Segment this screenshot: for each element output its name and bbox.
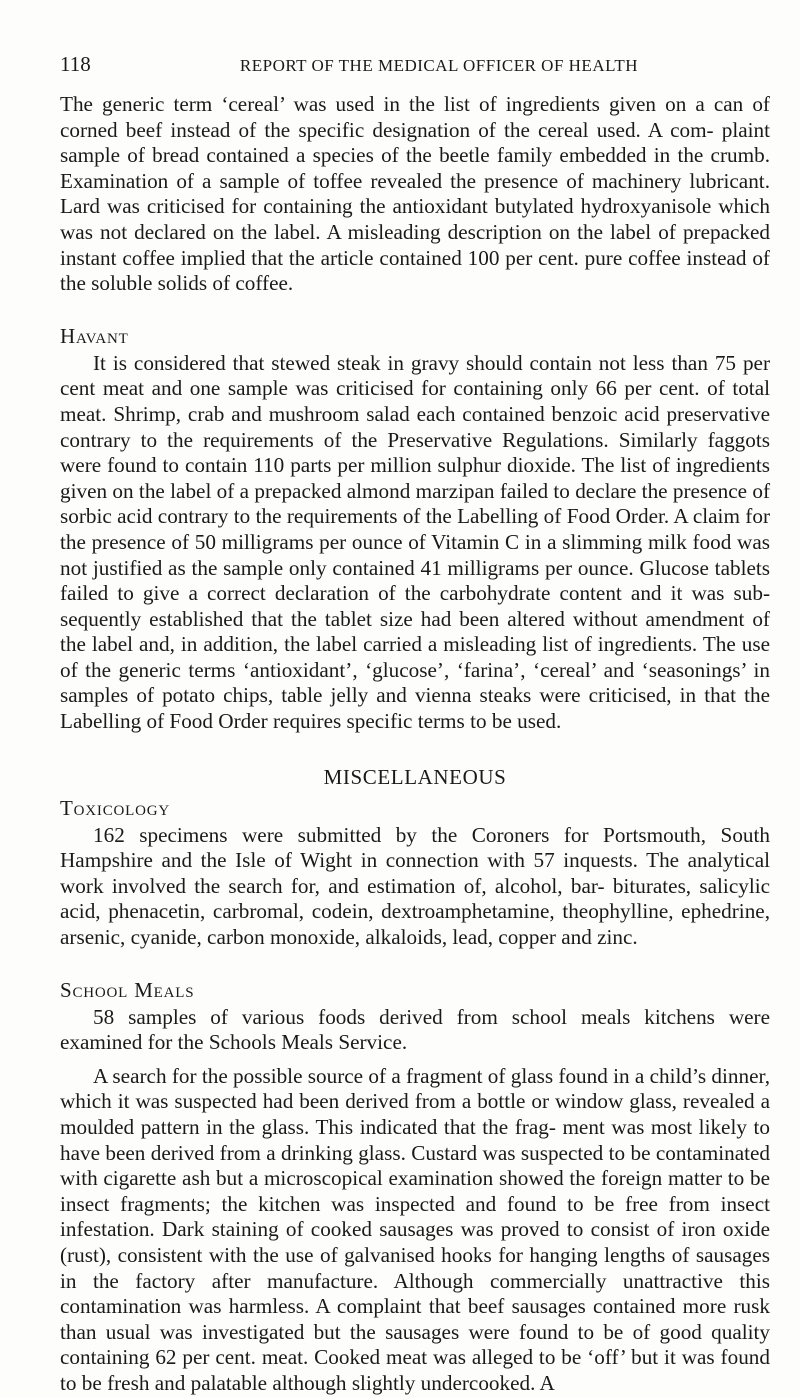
school-meals-paragraph-2: A search for the possible source of a fragment of glass found in a child’s dinner, which it was suspected had been derived from a bottle or window glass, revealed a moulded pattern in the glass. This indicated that the frag- ment was most likely to have been derived from a drinking glass. Custard was suspected to be contaminated with cigarette ash but a microscopical examination showed the foreign matter to be insect fragments; the kitchen was inspected and found to be free from insect infestation. Dark staining of cooked sausages was proved to consist of iron oxide (rust), consistent with the use of galvanised hooks for hanging lengths of sausages in the factory after manufacture. Although commercially unattractive this contamination was harmless. A complaint that beef sausages contained more rusk than usual was investigated but the sausages were found to be of good quality containing 62 per cent. meat. Cooked meat was alleged to be ‘off’ but it was found to be fresh and palatable although slightly undercooked. A xyxy=(60,1063,770,1395)
page-number: 118 xyxy=(60,52,91,76)
running-title: REPORT OF THE MEDICAL OFFICER OF HEALTH xyxy=(239,56,639,75)
intro-paragraph: The generic term ‘cereal’ was used in the list of ingredients given on a can of corned beef instead of the specific designation of the cereal used. A com- plaint sample of bread contained a species of the beetle family embedded in the crumb. Examination of a sample of toffee revealed the presence of machinery lubricant. Lard was criticised for containing the antioxidant butylated hydroxyanisole which was not declared on the label. A misleading description on the label of prepacked instant coffee implied that the article contained 100 per cent. pure coffee instead of the soluble solids of coffee. xyxy=(60,92,770,296)
miscellaneous-heading: MISCELLANEOUS xyxy=(323,764,507,789)
school-meals-paragraph-1: 58 samples of various foods derived from school meals kitchens were examined for the Schools Meals Service. xyxy=(60,1004,770,1055)
havant-paragraph: It is considered that stewed steak in gravy should contain not less than 75 per cent meat and one sample was criticised for containing only 66 per cent. of total meat. Shrimp, crab and mushroom salad each contained benzoic acid preservative contrary to the requirements of the Preservative Regulations. Similarly faggots were found to contain 110 parts per million sulphur dioxide. The list of ingredients given on the label of a prepacked almond marzipan failed to declare the presence of sorbic acid contrary to the requirements of the Labelling of Food Order. A claim for the presence of 50 milligrams per ounce of Vitamin C in a slimming milk food was not justified as the sample only contained 41 milligrams per ounce. Glucose tablets failed to give a correct declaration of the carbohydrate content and it was sub- sequently established that the tablet size had been altered without amendment of the label and, in addition, the label carried a misleading list of ingredients. The use of the generic terms ‘antioxidant’, ‘glucose’, ‘farina’, ‘cereal’ and ‘seasonings’ in samples of potato chips, table jelly and vienna steaks were criticised, in that the Labelling of Food Order requires specific terms to be used. xyxy=(60,350,770,734)
document-page xyxy=(60,52,770,1397)
toxicology-heading: Toxicology xyxy=(60,795,170,820)
paragraph-spacer xyxy=(60,1056,770,1064)
toxicology-paragraph: 162 specimens were submitted by the Coroners for Portsmouth, South Hampshire and the Isle of Wight in connection with 57 inquests. The analytical work involved the search for, and estimation of, alcohol, bar- biturates, salicylic acid, phenacetin, carbromal, codein, dextroamphetamine, theophylline, ephedrine, arsenic, cyanide, carbon monoxide, alkaloids, lead, copper and zinc. xyxy=(60,822,770,950)
school-meals-heading: School Meals xyxy=(60,977,195,1002)
havant-heading: Havant xyxy=(60,323,129,348)
page-header xyxy=(60,52,770,84)
